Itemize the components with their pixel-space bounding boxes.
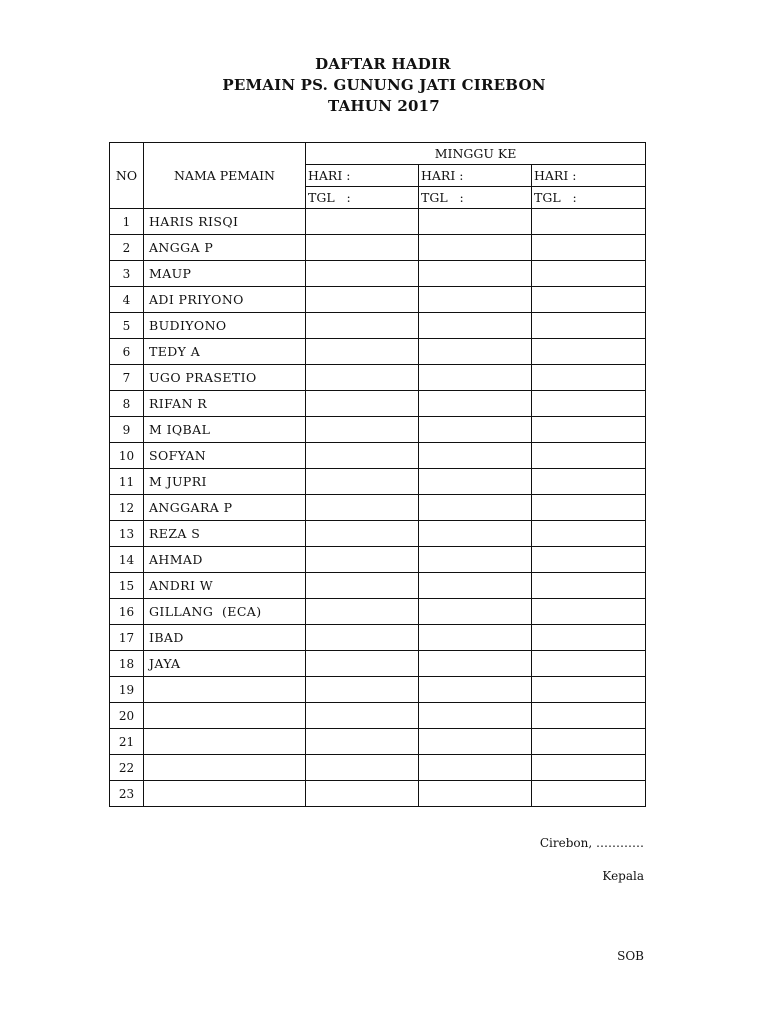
player-name: ADI PRIYONO xyxy=(144,287,306,313)
attendance-cell-week-3[interactable] xyxy=(532,261,646,287)
header-date-2: TGL : xyxy=(419,187,532,209)
row-number: 3 xyxy=(110,261,144,287)
row-number: 22 xyxy=(110,755,144,781)
header-date-3: TGL : xyxy=(532,187,646,209)
table-row xyxy=(110,417,646,443)
footer-role: Kepala xyxy=(602,869,644,883)
attendance-cell-week-3[interactable] xyxy=(532,365,646,391)
attendance-cell-week-3[interactable] xyxy=(532,651,646,677)
table-row xyxy=(110,313,646,339)
player-name xyxy=(144,729,306,755)
attendance-cell-week-3[interactable] xyxy=(532,599,646,625)
attendance-cell-week-2[interactable] xyxy=(419,391,532,417)
title-line-1: DAFTAR HADIR xyxy=(315,55,451,73)
attendance-cell-week-1[interactable] xyxy=(306,677,419,703)
table-row xyxy=(110,677,646,703)
attendance-cell-week-1[interactable] xyxy=(306,573,419,599)
table-row xyxy=(110,365,646,391)
attendance-cell-week-3[interactable] xyxy=(532,729,646,755)
attendance-cell-week-1[interactable] xyxy=(306,729,419,755)
row-number: 23 xyxy=(110,781,144,807)
attendance-cell-week-3[interactable] xyxy=(532,469,646,495)
header-date-1: TGL : xyxy=(306,187,419,209)
attendance-cell-week-2[interactable] xyxy=(419,755,532,781)
attendance-cell-week-2[interactable] xyxy=(419,313,532,339)
row-number: 15 xyxy=(110,573,144,599)
player-name xyxy=(144,677,306,703)
attendance-cell-week-1[interactable] xyxy=(306,443,419,469)
row-number: 9 xyxy=(110,417,144,443)
attendance-cell-week-1[interactable] xyxy=(306,391,419,417)
document-title xyxy=(0,54,768,117)
header-day-1: HARI : xyxy=(306,165,419,187)
attendance-cell-week-1[interactable] xyxy=(306,703,419,729)
title-line-3: TAHUN 2017 xyxy=(328,97,440,115)
table-row xyxy=(110,599,646,625)
attendance-cell-week-2[interactable] xyxy=(419,625,532,651)
player-name: HARIS RISQI xyxy=(144,209,306,235)
table-row xyxy=(110,729,646,755)
attendance-cell-week-2[interactable] xyxy=(419,339,532,365)
player-name: MAUP xyxy=(144,261,306,287)
row-number: 2 xyxy=(110,235,144,261)
table-row xyxy=(110,547,646,573)
table-row xyxy=(110,703,646,729)
table-row xyxy=(110,651,646,677)
attendance-cell-week-2[interactable] xyxy=(419,443,532,469)
attendance-cell-week-2[interactable] xyxy=(419,209,532,235)
attendance-cell-week-1[interactable] xyxy=(306,287,419,313)
attendance-cell-week-2[interactable] xyxy=(419,521,532,547)
player-name: RIFAN R xyxy=(144,391,306,417)
table-row xyxy=(110,261,646,287)
header-week: MINGGU KE xyxy=(306,143,646,165)
attendance-cell-week-2[interactable] xyxy=(419,469,532,495)
header-day-3: HARI : xyxy=(532,165,646,187)
attendance-cell-week-1[interactable] xyxy=(306,209,419,235)
attendance-cell-week-3[interactable] xyxy=(532,495,646,521)
player-name: GILLANG (ECA) xyxy=(144,599,306,625)
table-row xyxy=(110,443,646,469)
attendance-cell-week-2[interactable] xyxy=(419,547,532,573)
attendance-cell-week-3[interactable] xyxy=(532,287,646,313)
attendance-cell-week-3[interactable] xyxy=(532,443,646,469)
attendance-cell-week-1[interactable] xyxy=(306,599,419,625)
row-number: 12 xyxy=(110,495,144,521)
attendance-cell-week-1[interactable] xyxy=(306,365,419,391)
row-number: 11 xyxy=(110,469,144,495)
attendance-cell-week-1[interactable] xyxy=(306,651,419,677)
attendance-cell-week-3[interactable] xyxy=(532,677,646,703)
attendance-cell-week-1[interactable] xyxy=(306,417,419,443)
attendance-cell-week-1[interactable] xyxy=(306,235,419,261)
row-number: 8 xyxy=(110,391,144,417)
row-number: 4 xyxy=(110,287,144,313)
player-name: REZA S xyxy=(144,521,306,547)
attendance-cell-week-3[interactable] xyxy=(532,703,646,729)
row-number: 19 xyxy=(110,677,144,703)
attendance-cell-week-1[interactable] xyxy=(306,339,419,365)
attendance-cell-week-2[interactable] xyxy=(419,651,532,677)
table-row xyxy=(110,755,646,781)
table-row xyxy=(110,287,646,313)
attendance-cell-week-2[interactable] xyxy=(419,599,532,625)
row-number: 18 xyxy=(110,651,144,677)
attendance-cell-week-3[interactable] xyxy=(532,235,646,261)
table-row xyxy=(110,235,646,261)
attendance-cell-week-2[interactable] xyxy=(419,729,532,755)
player-name xyxy=(144,781,306,807)
row-number: 21 xyxy=(110,729,144,755)
attendance-cell-week-2[interactable] xyxy=(419,417,532,443)
header-day-2: HARI : xyxy=(419,165,532,187)
attendance-cell-week-1[interactable] xyxy=(306,755,419,781)
row-number: 6 xyxy=(110,339,144,365)
table-row xyxy=(110,521,646,547)
attendance-cell-week-3[interactable] xyxy=(532,391,646,417)
player-name: AHMAD xyxy=(144,547,306,573)
attendance-cell-week-3[interactable] xyxy=(532,625,646,651)
row-number: 17 xyxy=(110,625,144,651)
attendance-cell-week-1[interactable] xyxy=(306,625,419,651)
attendance-cell-week-2[interactable] xyxy=(419,261,532,287)
player-name: M JUPRI xyxy=(144,469,306,495)
attendance-cell-week-2[interactable] xyxy=(419,573,532,599)
row-number: 20 xyxy=(110,703,144,729)
attendance-cell-week-2[interactable] xyxy=(419,703,532,729)
player-name: JAYA xyxy=(144,651,306,677)
footer-signer: SOB xyxy=(617,949,644,963)
row-number: 10 xyxy=(110,443,144,469)
table-row xyxy=(110,209,646,235)
attendance-cell-week-2[interactable] xyxy=(419,287,532,313)
table-header xyxy=(110,143,646,209)
player-name: UGO PRASETIO xyxy=(144,365,306,391)
player-name: ANGGARA P xyxy=(144,495,306,521)
attendance-cell-week-3[interactable] xyxy=(532,209,646,235)
table-row xyxy=(110,573,646,599)
table-row xyxy=(110,391,646,417)
attendance-cell-week-3[interactable] xyxy=(532,339,646,365)
attendance-cell-week-1[interactable] xyxy=(306,547,419,573)
table-row xyxy=(110,625,646,651)
attendance-cell-week-1[interactable] xyxy=(306,313,419,339)
row-number: 1 xyxy=(110,209,144,235)
attendance-cell-week-1[interactable] xyxy=(306,781,419,807)
title-line-2: PEMAIN PS. GUNUNG JATI CIREBON xyxy=(222,76,546,94)
attendance-cell-week-3[interactable] xyxy=(532,521,646,547)
attendance-cell-week-3[interactable] xyxy=(532,573,646,599)
attendance-cell-week-3[interactable] xyxy=(532,547,646,573)
row-number: 13 xyxy=(110,521,144,547)
attendance-cell-week-3[interactable] xyxy=(532,417,646,443)
player-name: SOFYAN xyxy=(144,443,306,469)
attendance-cell-week-1[interactable] xyxy=(306,495,419,521)
player-name xyxy=(144,703,306,729)
table-row xyxy=(110,495,646,521)
table-row xyxy=(110,469,646,495)
player-name: BUDIYONO xyxy=(144,313,306,339)
attendance-cell-week-2[interactable] xyxy=(419,677,532,703)
attendance-cell-week-3[interactable] xyxy=(532,781,646,807)
player-name: ANDRI W xyxy=(144,573,306,599)
footer-place-date: Cirebon, ………… xyxy=(539,836,644,850)
player-name: IBAD xyxy=(144,625,306,651)
row-number: 16 xyxy=(110,599,144,625)
attendance-table xyxy=(109,142,646,807)
player-name: M IQBAL xyxy=(144,417,306,443)
attendance-cell-week-2[interactable] xyxy=(419,781,532,807)
attendance-cell-week-3[interactable] xyxy=(532,755,646,781)
table-body xyxy=(110,209,646,807)
row-number: 7 xyxy=(110,365,144,391)
player-name xyxy=(144,755,306,781)
attendance-cell-week-1[interactable] xyxy=(306,521,419,547)
attendance-cell-week-3[interactable] xyxy=(532,313,646,339)
header-no: NO xyxy=(110,143,144,209)
row-number: 14 xyxy=(110,547,144,573)
attendance-cell-week-1[interactable] xyxy=(306,469,419,495)
attendance-cell-week-2[interactable] xyxy=(419,365,532,391)
attendance-cell-week-1[interactable] xyxy=(306,261,419,287)
table-row xyxy=(110,781,646,807)
player-name: ANGGA P xyxy=(144,235,306,261)
attendance-cell-week-2[interactable] xyxy=(419,495,532,521)
attendance-cell-week-2[interactable] xyxy=(419,235,532,261)
header-player-name: NAMA PEMAIN xyxy=(144,143,306,209)
row-number: 5 xyxy=(110,313,144,339)
table-row xyxy=(110,339,646,365)
player-name: TEDY A xyxy=(144,339,306,365)
